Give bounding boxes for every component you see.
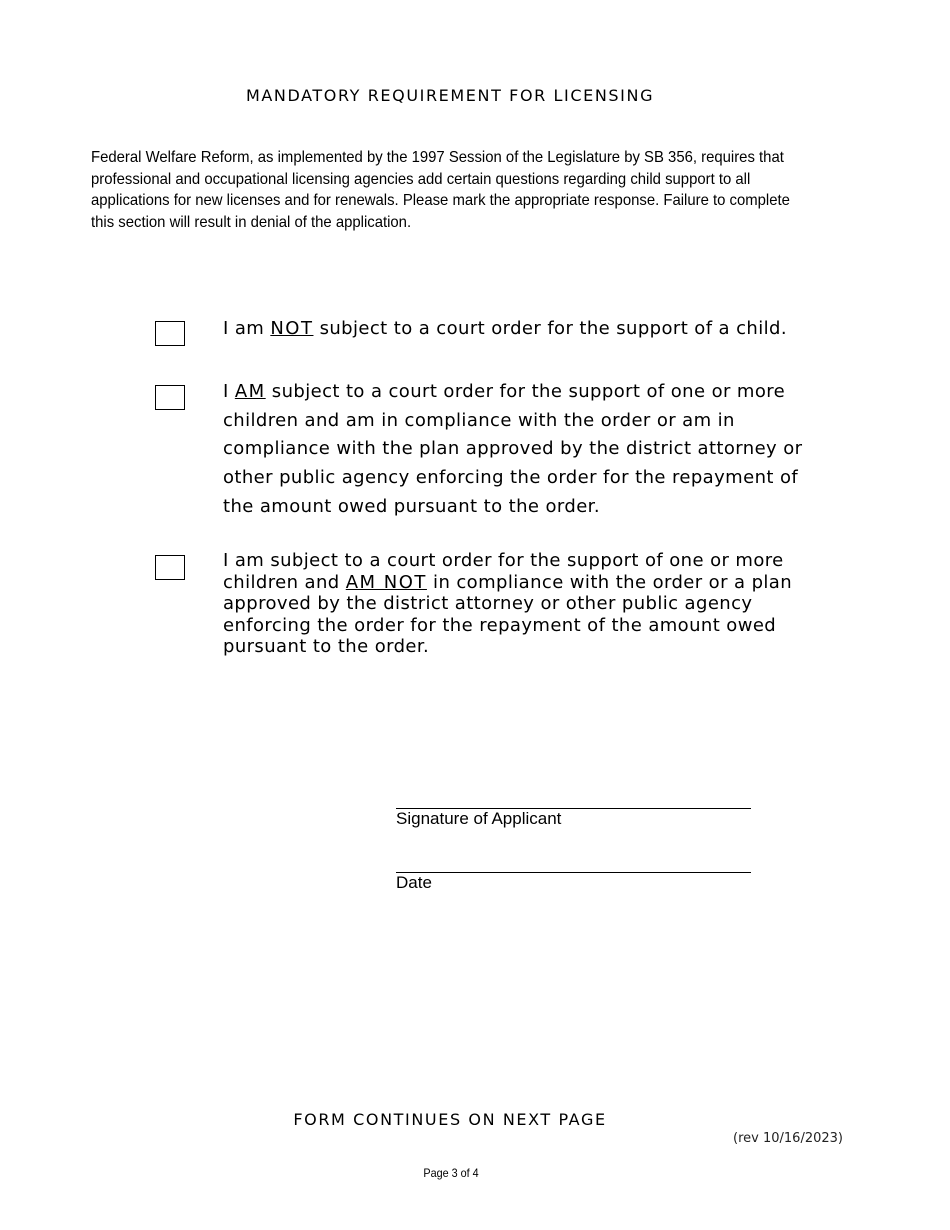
date-line[interactable] bbox=[396, 872, 751, 873]
option-text-subject-not-compliant bbox=[223, 550, 833, 658]
option-text-subject-compliant bbox=[223, 378, 833, 522]
option-emphasis: NOT bbox=[270, 318, 314, 339]
form-title: MANDATORY REQUIREMENT FOR LICENSING bbox=[245, 86, 655, 105]
intro-paragraph: Federal Welfare Reform, as implemented by the 1997 Session of the Legislature by SB 356, requires that professional and occupational licensing agencies add certain questions regarding child support to all applications for new licenses and for renewals. Please mark the appropriate response. Failure to complete this section will result in denial of the application. bbox=[91, 149, 790, 231]
date-label: Date bbox=[396, 873, 432, 892]
revision-date: (rev 10/16/2023) bbox=[733, 1131, 843, 1146]
option-text-post: subject to a court order for the support of a child. bbox=[313, 318, 787, 339]
checkbox-subject-not-compliant[interactable] bbox=[155, 555, 185, 580]
page-number: Page 3 of 4 bbox=[423, 1166, 479, 1180]
checkbox-subject-compliant[interactable] bbox=[155, 385, 185, 410]
option-text-pre: I am bbox=[223, 318, 271, 339]
form-continues-note: FORM CONTINUES ON NEXT PAGE bbox=[293, 1110, 607, 1129]
option-text-pre: I bbox=[223, 381, 235, 402]
option-text-not-subject bbox=[223, 315, 833, 343]
option-text-post: subject to a court order for the support of one or more children and am in compliance with the order or am in compliance with the plan approved by the district attorney or other public agency enforcing the order for the repayment of the amount owed pursuant to the order. bbox=[223, 381, 803, 517]
option-text-post: in compliance with the order or a plan approved by the district attorney or other public agency enforcing the order for the repayment of the amount owed pursuant to the order. bbox=[223, 571, 793, 657]
option-emphasis: AM bbox=[234, 381, 266, 402]
checkbox-not-subject[interactable] bbox=[155, 321, 185, 346]
option-text-pre: I am subject to a court order for the support of one or more children and bbox=[223, 550, 784, 593]
signature-label: Signature of Applicant bbox=[396, 809, 562, 828]
option-emphasis: AM NOT bbox=[345, 571, 427, 593]
